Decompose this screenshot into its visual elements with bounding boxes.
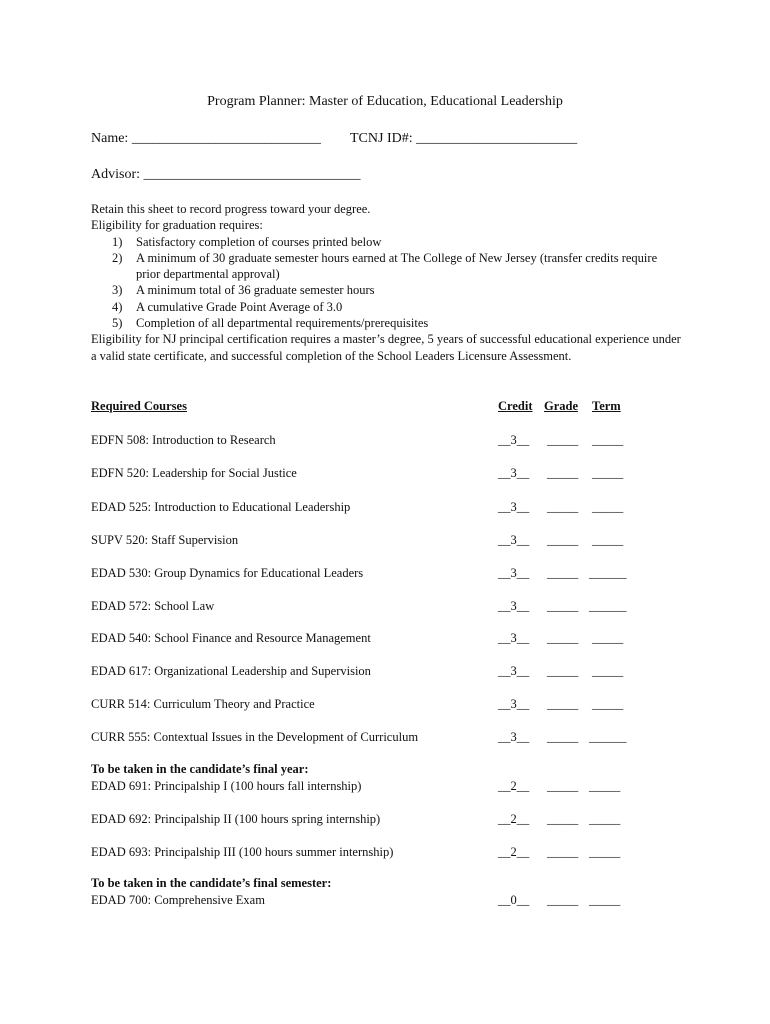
name-field[interactable]	[91, 131, 321, 147]
course-name: EDAD 692: Principalship II (100 hours spring internship)	[91, 812, 381, 826]
course-grade-blank[interactable]: _____	[547, 500, 579, 514]
course-credit: __2__	[498, 812, 530, 826]
course-credit: __2__	[498, 779, 530, 793]
course-name: EDAD 525: Introduction to Educational Leadership	[91, 500, 351, 514]
criteria-item: 2) A minimum of 30 graduate semester hours earned at The College of New Jersey (transfer credits require prior departmental approval)	[112, 250, 658, 282]
course-name: EDAD 617: Organizational Leadership and Supervision	[91, 664, 371, 678]
course-name: SUPV 520: Staff Supervision	[91, 533, 239, 547]
course-grade-blank[interactable]: _____	[547, 893, 579, 907]
criteria-item: 3) A minimum total of 36 graduate semester hours	[112, 283, 375, 298]
criteria-item: 4) A cumulative Grade Point Average of 3.0	[112, 299, 343, 314]
final-year-heading: To be taken in the candidate’s final year:	[91, 762, 309, 776]
course-term-blank[interactable]: _____	[589, 812, 621, 826]
course-grade-blank[interactable]: _____	[547, 566, 579, 580]
course-term-blank[interactable]: _____	[592, 466, 624, 480]
advisor-blank[interactable]: _______________________________	[143, 167, 361, 182]
course-grade-blank[interactable]: _____	[547, 631, 579, 645]
course-grade-blank[interactable]: _____	[547, 845, 579, 859]
page-title: Program Planner: Master of Education, Educational Leadership	[207, 94, 563, 109]
course-grade-blank[interactable]: _____	[547, 433, 579, 447]
term-header: Term	[592, 399, 621, 413]
grade-header: Grade	[544, 399, 579, 413]
course-credit: __3__	[498, 599, 530, 613]
advisor-field[interactable]	[91, 167, 361, 183]
course-grade-blank[interactable]: _____	[547, 664, 579, 678]
course-name: EDAD 693: Principalship III (100 hours summer internship)	[91, 845, 394, 859]
tcnj-id-blank[interactable]: _______________________	[416, 131, 578, 146]
course-credit: __3__	[498, 433, 530, 447]
name-blank[interactable]: ___________________________	[131, 131, 321, 146]
criteria-item: 1) Satisfactory completion of courses printed below	[112, 234, 382, 249]
course-grade-blank[interactable]: _____	[547, 697, 579, 711]
course-name: EDAD 540: School Finance and Resource Management	[91, 631, 371, 645]
criteria-list	[91, 234, 681, 332]
course-name: CURR 555: Contextual Issues in the Development of Curriculum	[91, 730, 419, 744]
criteria-item: 5) Completion of all departmental requirements/prerequisites	[112, 316, 429, 331]
course-grade-blank[interactable]: _____	[547, 812, 579, 826]
course-term-blank[interactable]: _____	[592, 697, 624, 711]
nj-certification-note: Eligibility for NJ principal certification requires a master’s degree, 5 years of successful educational experience under a valid state certificate, and successful completion of the School Leaders Licensure Assessment.	[91, 332, 681, 363]
final-semester-heading: To be taken in the candidate’s final semester:	[91, 876, 332, 890]
course-term-blank[interactable]: _____	[592, 533, 624, 547]
course-name: EDAD 700: Comprehensive Exam	[91, 893, 265, 907]
course-credit: __3__	[498, 533, 530, 547]
course-credit: __3__	[498, 664, 530, 678]
course-credit: __0__	[498, 893, 530, 907]
course-credit: __3__	[498, 631, 530, 645]
tcnj-id-field[interactable]	[350, 131, 577, 147]
course-term-blank[interactable]: _____	[589, 779, 621, 793]
course-credit: __2__	[498, 845, 530, 859]
course-grade-blank[interactable]: _____	[547, 779, 579, 793]
course-credit: __3__	[498, 466, 530, 480]
course-credit: __3__	[498, 500, 530, 514]
advisor-label: Advisor:	[91, 167, 140, 182]
required-courses-header: Required Courses	[91, 399, 187, 413]
retain-note: Retain this sheet to record progress toward your degree.	[91, 202, 371, 216]
course-term-blank[interactable]: ______	[589, 730, 627, 744]
course-grade-blank[interactable]: _____	[547, 599, 579, 613]
course-name: EDFN 520: Leadership for Social Justice	[91, 466, 297, 480]
eligibility-heading: Eligibility for graduation requires:	[91, 218, 263, 233]
course-name: EDAD 691: Principalship I (100 hours fall internship)	[91, 779, 362, 793]
course-grade-blank[interactable]: _____	[547, 466, 579, 480]
course-name: EDFN 508: Introduction to Research	[91, 433, 276, 447]
course-term-blank[interactable]: _____	[592, 500, 624, 514]
eligibility-section	[91, 201, 681, 364]
course-name: CURR 514: Curriculum Theory and Practice	[91, 697, 315, 711]
course-term-blank[interactable]: _____	[592, 433, 624, 447]
course-term-blank[interactable]: ______	[589, 566, 627, 580]
course-term-blank[interactable]: _____	[589, 845, 621, 859]
course-term-blank[interactable]: _____	[592, 631, 624, 645]
course-name: EDAD 572: School Law	[91, 599, 215, 613]
course-term-blank[interactable]: _____	[589, 893, 621, 907]
credit-header: Credit	[498, 399, 533, 413]
course-term-blank[interactable]: ______	[589, 599, 627, 613]
course-credit: __3__	[498, 730, 530, 744]
course-grade-blank[interactable]: _____	[547, 533, 579, 547]
course-credit: __3__	[498, 566, 530, 580]
course-term-blank[interactable]: _____	[592, 664, 624, 678]
course-name: EDAD 530: Group Dynamics for Educational Leaders	[91, 566, 364, 580]
course-credit: __3__	[498, 697, 530, 711]
name-label: Name:	[91, 131, 129, 146]
course-grade-blank[interactable]: _____	[547, 730, 579, 744]
tcnj-id-label: TCNJ ID#:	[350, 131, 413, 146]
